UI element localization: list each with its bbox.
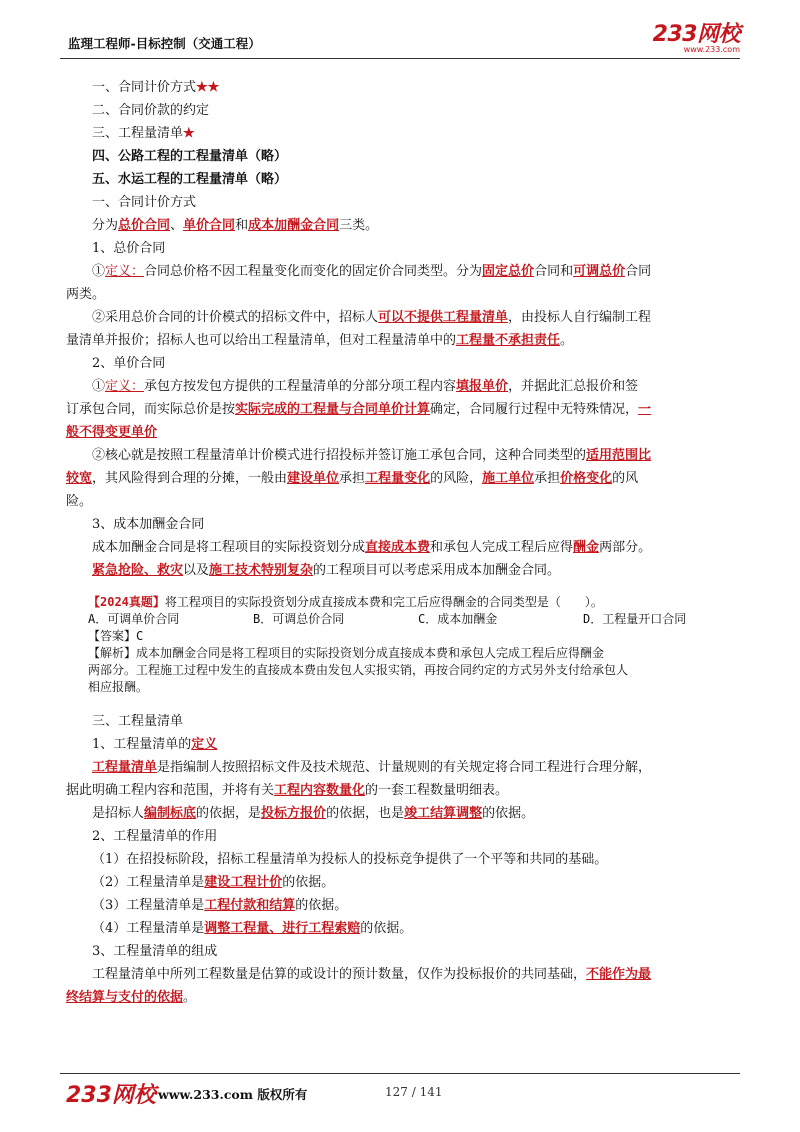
subheading: 3、工程量清单的组成 (92, 944, 218, 959)
paragraph: 成本加酬金合同是将工程项目的实际投资划分成直接成本费和承包人完成工程后应得酬金两部分。 (92, 540, 652, 555)
toc-item: 四、公路工程的工程量清单（略） (92, 149, 288, 164)
paragraph: 工程量清单是指编制人按照招标文件及技术规范、计量规则的有关规定将合同工程进行合理分解， (92, 760, 652, 775)
paragraph: 紧急抢险、救灾以及施工技术特别复杂的工程项目可以考虑采用成本加酬金合同。 (92, 563, 561, 578)
paragraph: 终结算与支付的依据。 (66, 990, 197, 1005)
document-title: 监理工程师-目标控制（交通工程） (68, 36, 261, 51)
option-c: C．成本加酬金 (418, 612, 498, 626)
brand-logo (650, 22, 740, 56)
analysis: 两部分。工程施工过程中发生的直接成本费由发包人实报实销，再按合同约定的方式另外支付给承包人 (88, 663, 629, 677)
answer: 【答案】C (88, 629, 144, 643)
toc-item: 三、工程量清单★ (92, 126, 195, 141)
toc-item: 二、合同价款的约定 (92, 103, 210, 118)
list-item: （1）在招投标阶段，招标工程量清单为投标人的投标竞争提供了一个平等和共同的基础。 (92, 852, 608, 867)
option-d: D．工程量开口合同 (583, 612, 687, 626)
page-number: 127 / 141 (385, 1085, 443, 1099)
paragraph: ②核心就是按照工程量清单计价模式进行招投标并签订施工承包合同，这种合同类型的适用范围比 (92, 448, 652, 463)
question-stem: 【2024真题】将工程项目的实际投资划分成直接成本费和完工后应得酬金的合同类型是（ ）。 (88, 595, 603, 609)
paragraph: 据此明确工程内容和范围，并将有关工程内容数量化的一套工程数量明细表。 (66, 783, 509, 798)
paragraph: 分为总价合同、单价合同和成本加酬金合同三类。 (92, 218, 379, 233)
list-item: （3）工程量清单是工程付款和结算的依据。 (92, 898, 348, 913)
paragraph: 工程量清单中所列工程数量是估算的或设计的预计数量，仅作为投标报价的共同基础，不能作为最 (92, 967, 652, 982)
paragraph: 订承包合同，而实际总价是按实际完成的工程量与合同单价计算确定，合同履行过程中无特殊情况，一 (66, 402, 652, 417)
paragraph: 险。 (66, 494, 93, 509)
option-a: A．可调单价合同 (88, 612, 180, 626)
question-options (88, 611, 740, 628)
subheading: 1、总价合同 (92, 241, 166, 256)
page-header (60, 22, 740, 58)
analysis: 相应报酬。 (88, 680, 149, 694)
page-content (66, 76, 740, 1009)
subheading: 1、工程量清单的定义 (92, 737, 218, 752)
logo-text: 233网校 (652, 22, 740, 47)
star-rating: ★ (183, 126, 195, 141)
list-item: （2）工程量清单是建设工程计价的依据。 (92, 875, 335, 890)
list-item: （4）工程量清单是调整工程量、进行工程索赔的依据。 (92, 921, 413, 936)
header-divider (60, 58, 740, 59)
paragraph: ①定义：合同总价格不因工程量变化而变化的固定价合同类型。分为固定总价合同和可调总价合同 (92, 264, 652, 279)
subheading: 2、工程量清单的作用 (92, 829, 218, 844)
paragraph: ①定义：承包方按发包方提供的工程量清单的分部分项工程内容填报单价，并据此汇总报价和签 (92, 379, 639, 394)
section-heading: 三、工程量清单 (92, 714, 184, 729)
footer-copyright: www.233.com 版权所有 (158, 1087, 308, 1102)
paragraph: ②采用总价合同的计价模式的招标文件中，招标人可以不提供工程量清单，由投标人自行编制工程 (92, 310, 652, 325)
logo-url: www.233.com (683, 45, 740, 54)
paragraph: 量清单并报价；招标人也可以给出工程量清单，但对工程量清单中的工程量不承担责任。 (66, 333, 574, 348)
exam-question (88, 594, 740, 696)
paragraph: 是招标人编制标底的依据，是投标方报价的依据，也是竣工结算调整的依据。 (92, 806, 535, 821)
subheading: 2、单价合同 (92, 356, 166, 371)
footer-logo: 233网校 (66, 1083, 156, 1108)
star-rating: ★★ (196, 80, 220, 95)
toc-item: 一、合同计价方式★★ (92, 80, 220, 95)
paragraph: 较宽，其风险得到合理的分摊，一般由建设单位承担工程量变化的风险，施工单位承担价格变化的风 (66, 471, 639, 486)
toc-item: 五、水运工程的工程量清单（略） (92, 172, 288, 187)
subheading: 3、成本加酬金合同 (92, 517, 205, 532)
option-b: B．可调总价合同 (253, 612, 345, 626)
paragraph: 般不得变更单价 (66, 425, 158, 440)
footer-divider (60, 1073, 740, 1074)
analysis: 【解析】成本加酬金合同是将工程项目的实际投资划分成直接成本费和承包人完成工程后应得酬金 (88, 646, 605, 660)
page-footer (60, 1078, 740, 1108)
paragraph: 两类。 (66, 287, 106, 302)
section-heading: 一、合同计价方式 (92, 195, 197, 210)
